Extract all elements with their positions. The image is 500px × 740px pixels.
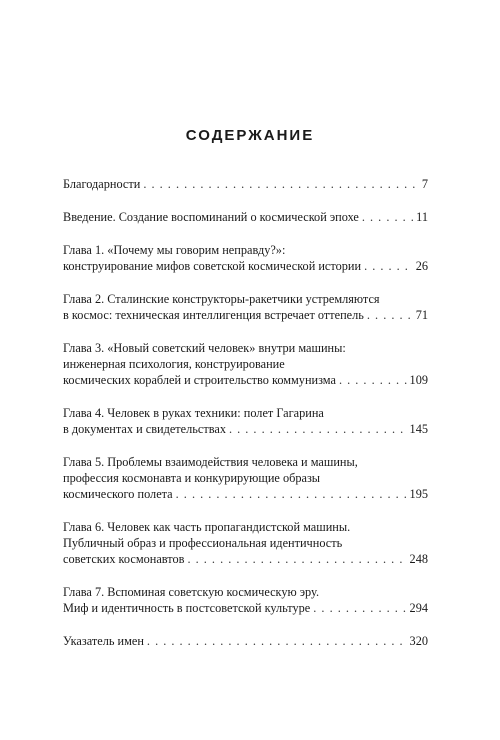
toc-entry-title-line: Указатель имен [63, 634, 144, 648]
toc-entry-title-line: Публичный образ и профессиональная идентичность [63, 536, 343, 550]
toc-entry[interactable] [63, 242, 428, 274]
dot-leader [367, 307, 413, 323]
toc-entry-last-line [63, 633, 428, 649]
toc-entry-last-line [63, 600, 428, 616]
toc-entry-title-line: космического полета [63, 487, 173, 501]
dot-leader [229, 421, 407, 437]
dot-leader [313, 600, 406, 616]
toc-entry-title-line: Благодарности [63, 177, 141, 191]
dot-leader [143, 176, 419, 192]
page-number: 11 [416, 210, 428, 224]
toc-entry-last-line [63, 176, 428, 192]
dot-leader [187, 551, 406, 567]
toc-entry[interactable] [63, 584, 428, 616]
toc-entry-last-line [63, 486, 428, 502]
toc-entry[interactable] [63, 454, 428, 502]
toc-entry-title-line: советских космонавтов [63, 552, 185, 566]
toc-entry-title-line: космических кораблей и строительство коммунизма [63, 373, 336, 387]
toc-entry-title-line: Введение. Создание воспоминаний о космической эпохе [63, 210, 359, 224]
toc-entry-title-line: Глава 2. Сталинские конструкторы-ракетчики устремляются [63, 292, 380, 306]
toc-entry-last-line [63, 372, 428, 388]
toc-entry-title-line: в документах и свидетельствах [63, 422, 226, 436]
table-of-contents [63, 176, 428, 666]
toc-entry-title-line: профессия космонавта и конкурирующие образы [63, 471, 321, 485]
dot-leader [339, 372, 407, 388]
toc-entry-title-line: инженерная психология, конструирование [63, 357, 285, 371]
page-number: 195 [409, 487, 428, 501]
toc-entry-title-line: Глава 7. Вспоминая советскую космическую эру. [63, 585, 320, 599]
toc-entry-title-line: Глава 6. Человек как часть пропагандистской машины. [63, 520, 351, 534]
page-number: 145 [409, 422, 428, 436]
page-number: 294 [409, 601, 428, 615]
toc-entry[interactable] [63, 340, 428, 388]
toc-entry-title-line: Глава 4. Человек в руках техники: полет Гагарина [63, 406, 324, 420]
toc-entry[interactable] [63, 405, 428, 437]
toc-entry-last-line [63, 258, 428, 274]
toc-entry-last-line [63, 551, 428, 567]
toc-entry-title-line: конструирование мифов советской космической истории [63, 259, 362, 273]
toc-entry-last-line [63, 307, 428, 323]
page-number: 71 [415, 308, 428, 322]
toc-entry-title-line: Миф и идентичность в постсоветской культуре [63, 601, 311, 615]
dot-leader [364, 258, 413, 274]
page-number: 26 [415, 259, 428, 273]
toc-entry[interactable] [63, 519, 428, 567]
dot-leader [362, 209, 413, 225]
toc-entry-title-line: Глава 3. «Новый советский человек» внутри машины: [63, 341, 346, 355]
toc-entry[interactable] [63, 176, 428, 192]
page-number: 7 [421, 177, 428, 191]
page-number: 109 [409, 373, 428, 387]
toc-entry[interactable] [63, 291, 428, 323]
toc-entry[interactable] [63, 633, 428, 649]
page-number: 248 [409, 552, 428, 566]
toc-entry-last-line [63, 421, 428, 437]
toc-entry-title-line: Глава 1. «Почему мы говорим неправду?»: [63, 243, 286, 257]
toc-entry-last-line [63, 209, 428, 225]
dot-leader [147, 633, 407, 649]
page-title: СОДЕРЖАНИЕ [185, 127, 315, 144]
dot-leader [176, 486, 407, 502]
toc-entry[interactable] [63, 209, 428, 225]
page-number: 320 [409, 634, 428, 648]
toc-entry-title-line: в космос: техническая интеллигенция встречает оттепель [63, 308, 364, 322]
toc-entry-title-line: Глава 5. Проблемы взаимодействия человека и машины, [63, 455, 358, 469]
